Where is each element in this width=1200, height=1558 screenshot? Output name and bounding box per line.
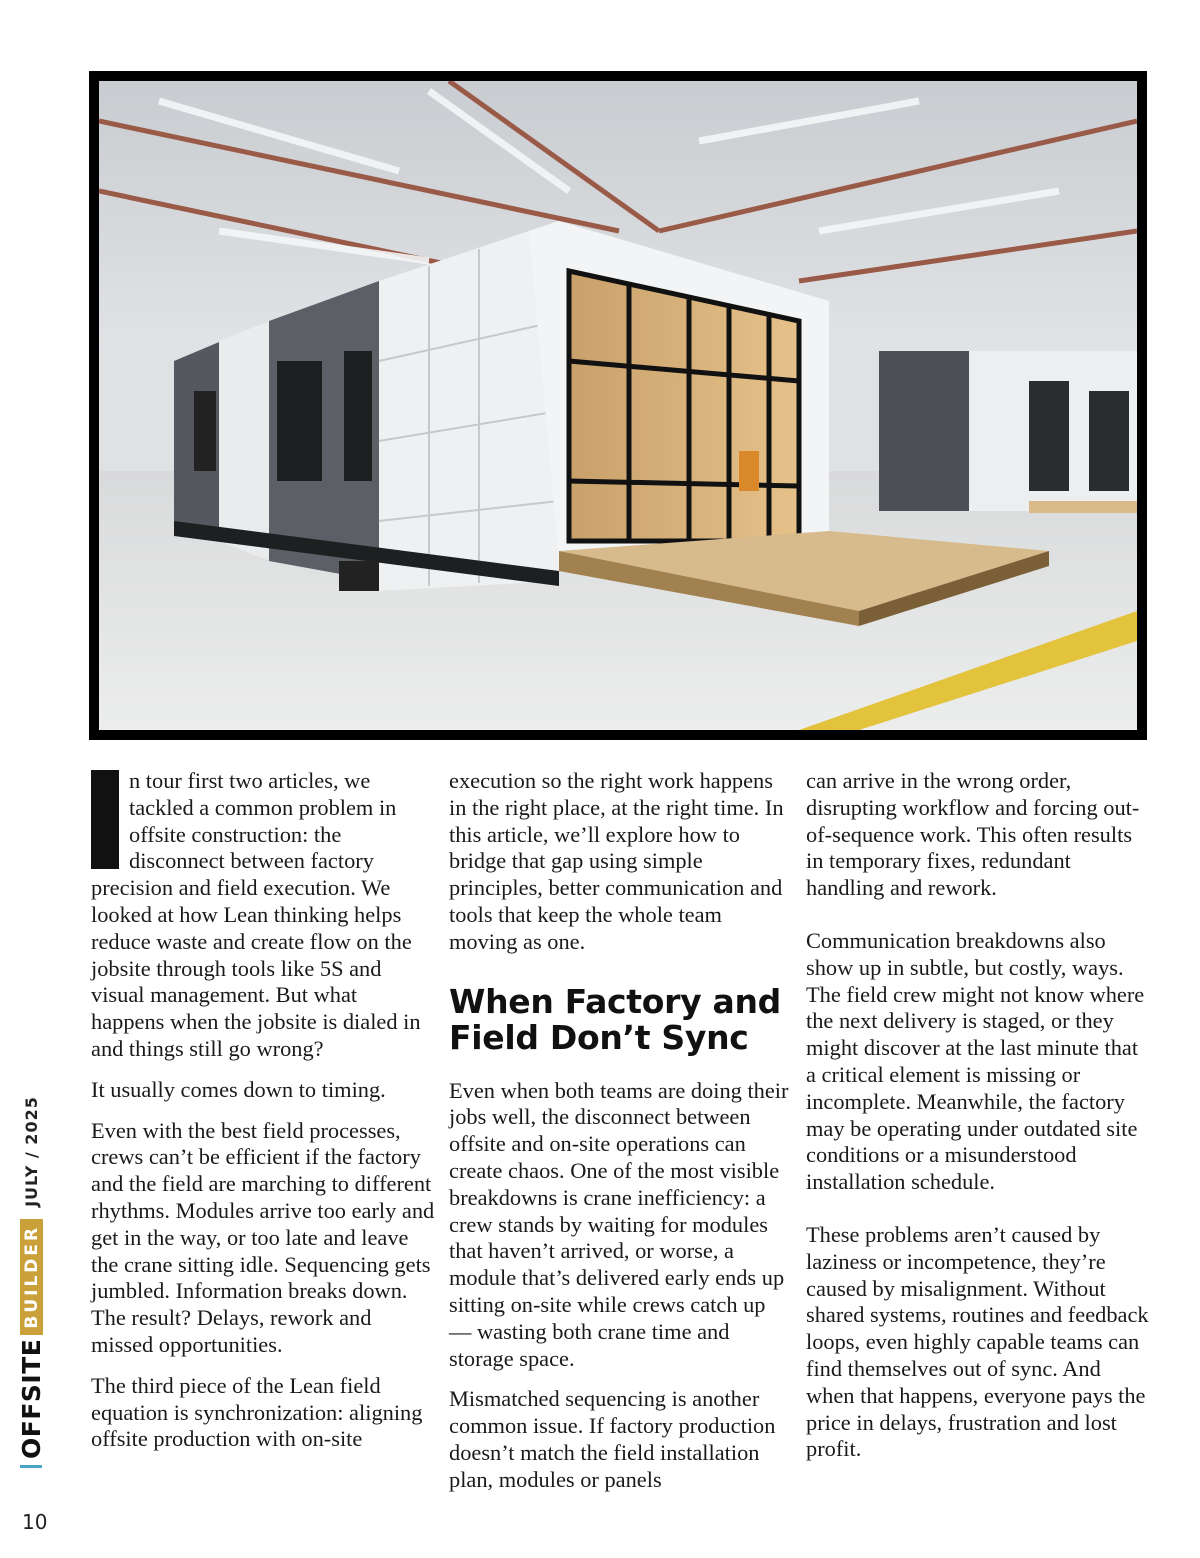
section-heading: When Factory and Field Don’t Sync <box>449 981 781 1057</box>
issue-date: JULY / 2025 <box>21 1096 41 1207</box>
article-column-3 <box>806 768 1150 1477</box>
body-paragraph: can arrive in the wrong order, disrupting workflow and forcing out-of-sequence work. This often results in temporary fixes, redundant handling and rework. <box>806 768 1140 901</box>
intro-paragraph <box>91 768 435 1063</box>
article-column-1 <box>91 768 435 1467</box>
modular-home-factory-photo <box>99 81 1137 730</box>
folio-sidebar <box>14 1096 48 1468</box>
article-column-2 <box>449 768 793 1508</box>
body-paragraph: Even when both teams are doing their jobs well, the disconnect between offsite and on-site operations can create chaos. One of the most visible breakdowns is crane inefficiency: a crew stands by waiting for modules that haven’t arrived, or worse, a module that’s delivered early ends up sitting on-site while crews catch up — wasting both crane time and storage space. <box>449 1077 789 1371</box>
body-paragraph: It usually comes down to timing. <box>91 1076 386 1102</box>
body-paragraph: execution so the right work happens in the right place, at the right time. In this article, we’ll explore how to bridge that gap using simple principles, better communication and tools that keep the whole team moving as one. <box>449 768 784 954</box>
page-number: 10 <box>22 1510 48 1534</box>
magazine-name-part2: BUILDER <box>20 1219 43 1335</box>
body-paragraph: Mismatched sequencing is another common issue. If factory production doesn’t match the field installation plan, modules or panels <box>449 1386 776 1492</box>
drop-cap-block <box>91 770 119 869</box>
body-paragraph: The third piece of the Lean field equation is synchronization: aligning offsite production with on-site <box>91 1372 423 1452</box>
body-paragraph: These problems aren’t caused by laziness or incompetence, they’re caused by misalignment. Without shared systems, routines and feedback loops, even highly capable teams can find themselves out of sync. And when that happens, everyone pays the price in delays, frustration and lost profit. <box>806 1221 1149 1462</box>
magazine-name-part1: OFFSITE <box>16 1338 46 1459</box>
article-photo <box>89 71 1147 740</box>
body-paragraph: Communication breakdowns also show up in subtle, but costly, ways. The field crew might not know where the next delivery is staged, or they might discover at the last minute that a critical element is missing or incomplete. Meanwhile, the factory may be operating under outdated site conditions or a misunderstood installation schedule. <box>806 927 1145 1195</box>
body-paragraph: Even with the best field processes, crews can’t be efficient if the factory and the field are marching to different rhythms. Modules arrive too early and get in the way, or too late and leave the crane sitting idle. Sequencing gets jumbled. Information breaks down. The result? Delays, rework and missed opportunities. <box>91 1117 435 1357</box>
intro-text: n tour first two articles, we tackled a common problem in offsite construction: the disconnect between factory precision and field execution. We looked at how Lean thinking helps reduce waste and create flow on the jobsite through tools like 5S and visual management. But what happens when the jobsite is dialed in and things still go wrong? <box>91 768 421 1061</box>
folio-line <box>14 1096 48 1468</box>
accent-rule <box>20 1465 42 1468</box>
